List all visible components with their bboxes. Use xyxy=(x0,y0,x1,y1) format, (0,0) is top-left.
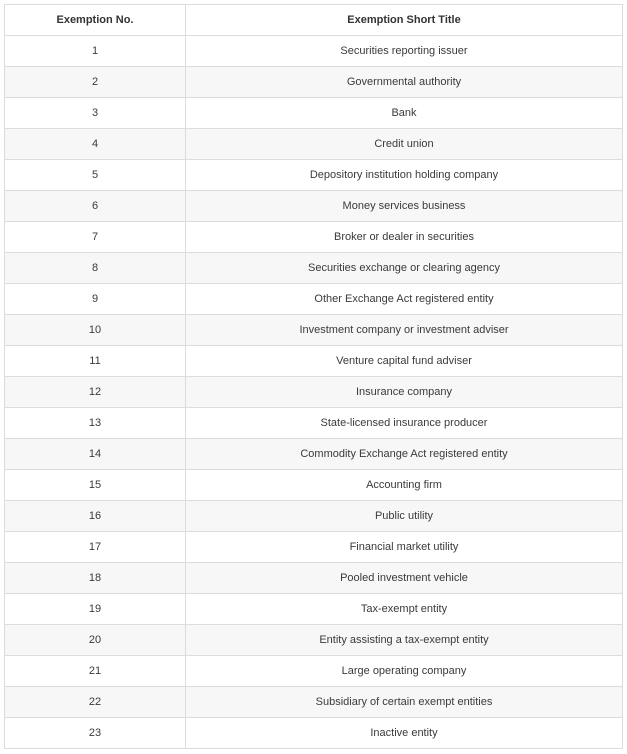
exemption-title-cell: Securities reporting issuer xyxy=(186,36,623,67)
table-row xyxy=(5,67,623,98)
exemption-number-cell: 3 xyxy=(5,98,186,129)
table-row xyxy=(5,315,623,346)
exemption-number-cell: 6 xyxy=(5,191,186,222)
table-row xyxy=(5,501,623,532)
exemption-title-cell: Large operating company xyxy=(186,656,623,687)
table-row xyxy=(5,625,623,656)
exemption-number-cell: 14 xyxy=(5,439,186,470)
exemption-title-cell: Venture capital fund adviser xyxy=(186,346,623,377)
exemption-title-cell: Inactive entity xyxy=(186,718,623,749)
exemption-title-cell: Commodity Exchange Act registered entity xyxy=(186,439,623,470)
table-row xyxy=(5,129,623,160)
table-row xyxy=(5,470,623,501)
exemption-number-cell: 2 xyxy=(5,67,186,98)
exemption-title-cell: Subsidiary of certain exempt entities xyxy=(186,687,623,718)
table-row xyxy=(5,98,623,129)
header-exemption-short-title: Exemption Short Title xyxy=(186,5,623,36)
exemption-number-cell: 22 xyxy=(5,687,186,718)
table-row xyxy=(5,191,623,222)
exemption-title-cell: State-licensed insurance producer xyxy=(186,408,623,439)
exemption-number-cell: 5 xyxy=(5,160,186,191)
table-row xyxy=(5,718,623,749)
exemption-title-cell: Pooled investment vehicle xyxy=(186,563,623,594)
exemption-title-cell: Governmental authority xyxy=(186,67,623,98)
exemption-number-cell: 15 xyxy=(5,470,186,501)
table-row xyxy=(5,439,623,470)
table-header-row xyxy=(5,5,623,36)
exemption-number-cell: 11 xyxy=(5,346,186,377)
exemption-title-cell: Investment company or investment adviser xyxy=(186,315,623,346)
header-exemption-no: Exemption No. xyxy=(5,5,186,36)
exemption-number-cell: 8 xyxy=(5,253,186,284)
exemption-title-cell: Financial market utility xyxy=(186,532,623,563)
exemption-number-cell: 17 xyxy=(5,532,186,563)
exemption-number-cell: 18 xyxy=(5,563,186,594)
exemption-title-cell: Accounting firm xyxy=(186,470,623,501)
table-row xyxy=(5,687,623,718)
exemption-number-cell: 1 xyxy=(5,36,186,67)
table-row xyxy=(5,594,623,625)
exemption-title-cell: Depository institution holding company xyxy=(186,160,623,191)
exemption-number-cell: 20 xyxy=(5,625,186,656)
exemption-title-cell: Broker or dealer in securities xyxy=(186,222,623,253)
table-row xyxy=(5,408,623,439)
exemptions-table xyxy=(4,4,623,749)
exemption-title-cell: Tax-exempt entity xyxy=(186,594,623,625)
exemption-number-cell: 4 xyxy=(5,129,186,160)
table-row xyxy=(5,346,623,377)
table-row xyxy=(5,253,623,284)
exemption-title-cell: Bank xyxy=(186,98,623,129)
exemption-number-cell: 10 xyxy=(5,315,186,346)
table-row xyxy=(5,284,623,315)
exemption-title-cell: Credit union xyxy=(186,129,623,160)
table-row xyxy=(5,160,623,191)
exemption-number-cell: 13 xyxy=(5,408,186,439)
table-row xyxy=(5,656,623,687)
exemption-number-cell: 23 xyxy=(5,718,186,749)
exemption-number-cell: 16 xyxy=(5,501,186,532)
table-row xyxy=(5,532,623,563)
exemptions-table-container xyxy=(4,4,622,749)
table-row xyxy=(5,563,623,594)
exemption-title-cell: Securities exchange or clearing agency xyxy=(186,253,623,284)
exemption-title-cell: Entity assisting a tax-exempt entity xyxy=(186,625,623,656)
exemption-number-cell: 19 xyxy=(5,594,186,625)
table-row xyxy=(5,36,623,67)
exemption-title-cell: Insurance company xyxy=(186,377,623,408)
exemption-number-cell: 21 xyxy=(5,656,186,687)
table-row xyxy=(5,222,623,253)
exemption-title-cell: Other Exchange Act registered entity xyxy=(186,284,623,315)
exemption-number-cell: 7 xyxy=(5,222,186,253)
exemption-number-cell: 9 xyxy=(5,284,186,315)
exemption-number-cell: 12 xyxy=(5,377,186,408)
exemption-title-cell: Money services business xyxy=(186,191,623,222)
exemption-title-cell: Public utility xyxy=(186,501,623,532)
table-row xyxy=(5,377,623,408)
